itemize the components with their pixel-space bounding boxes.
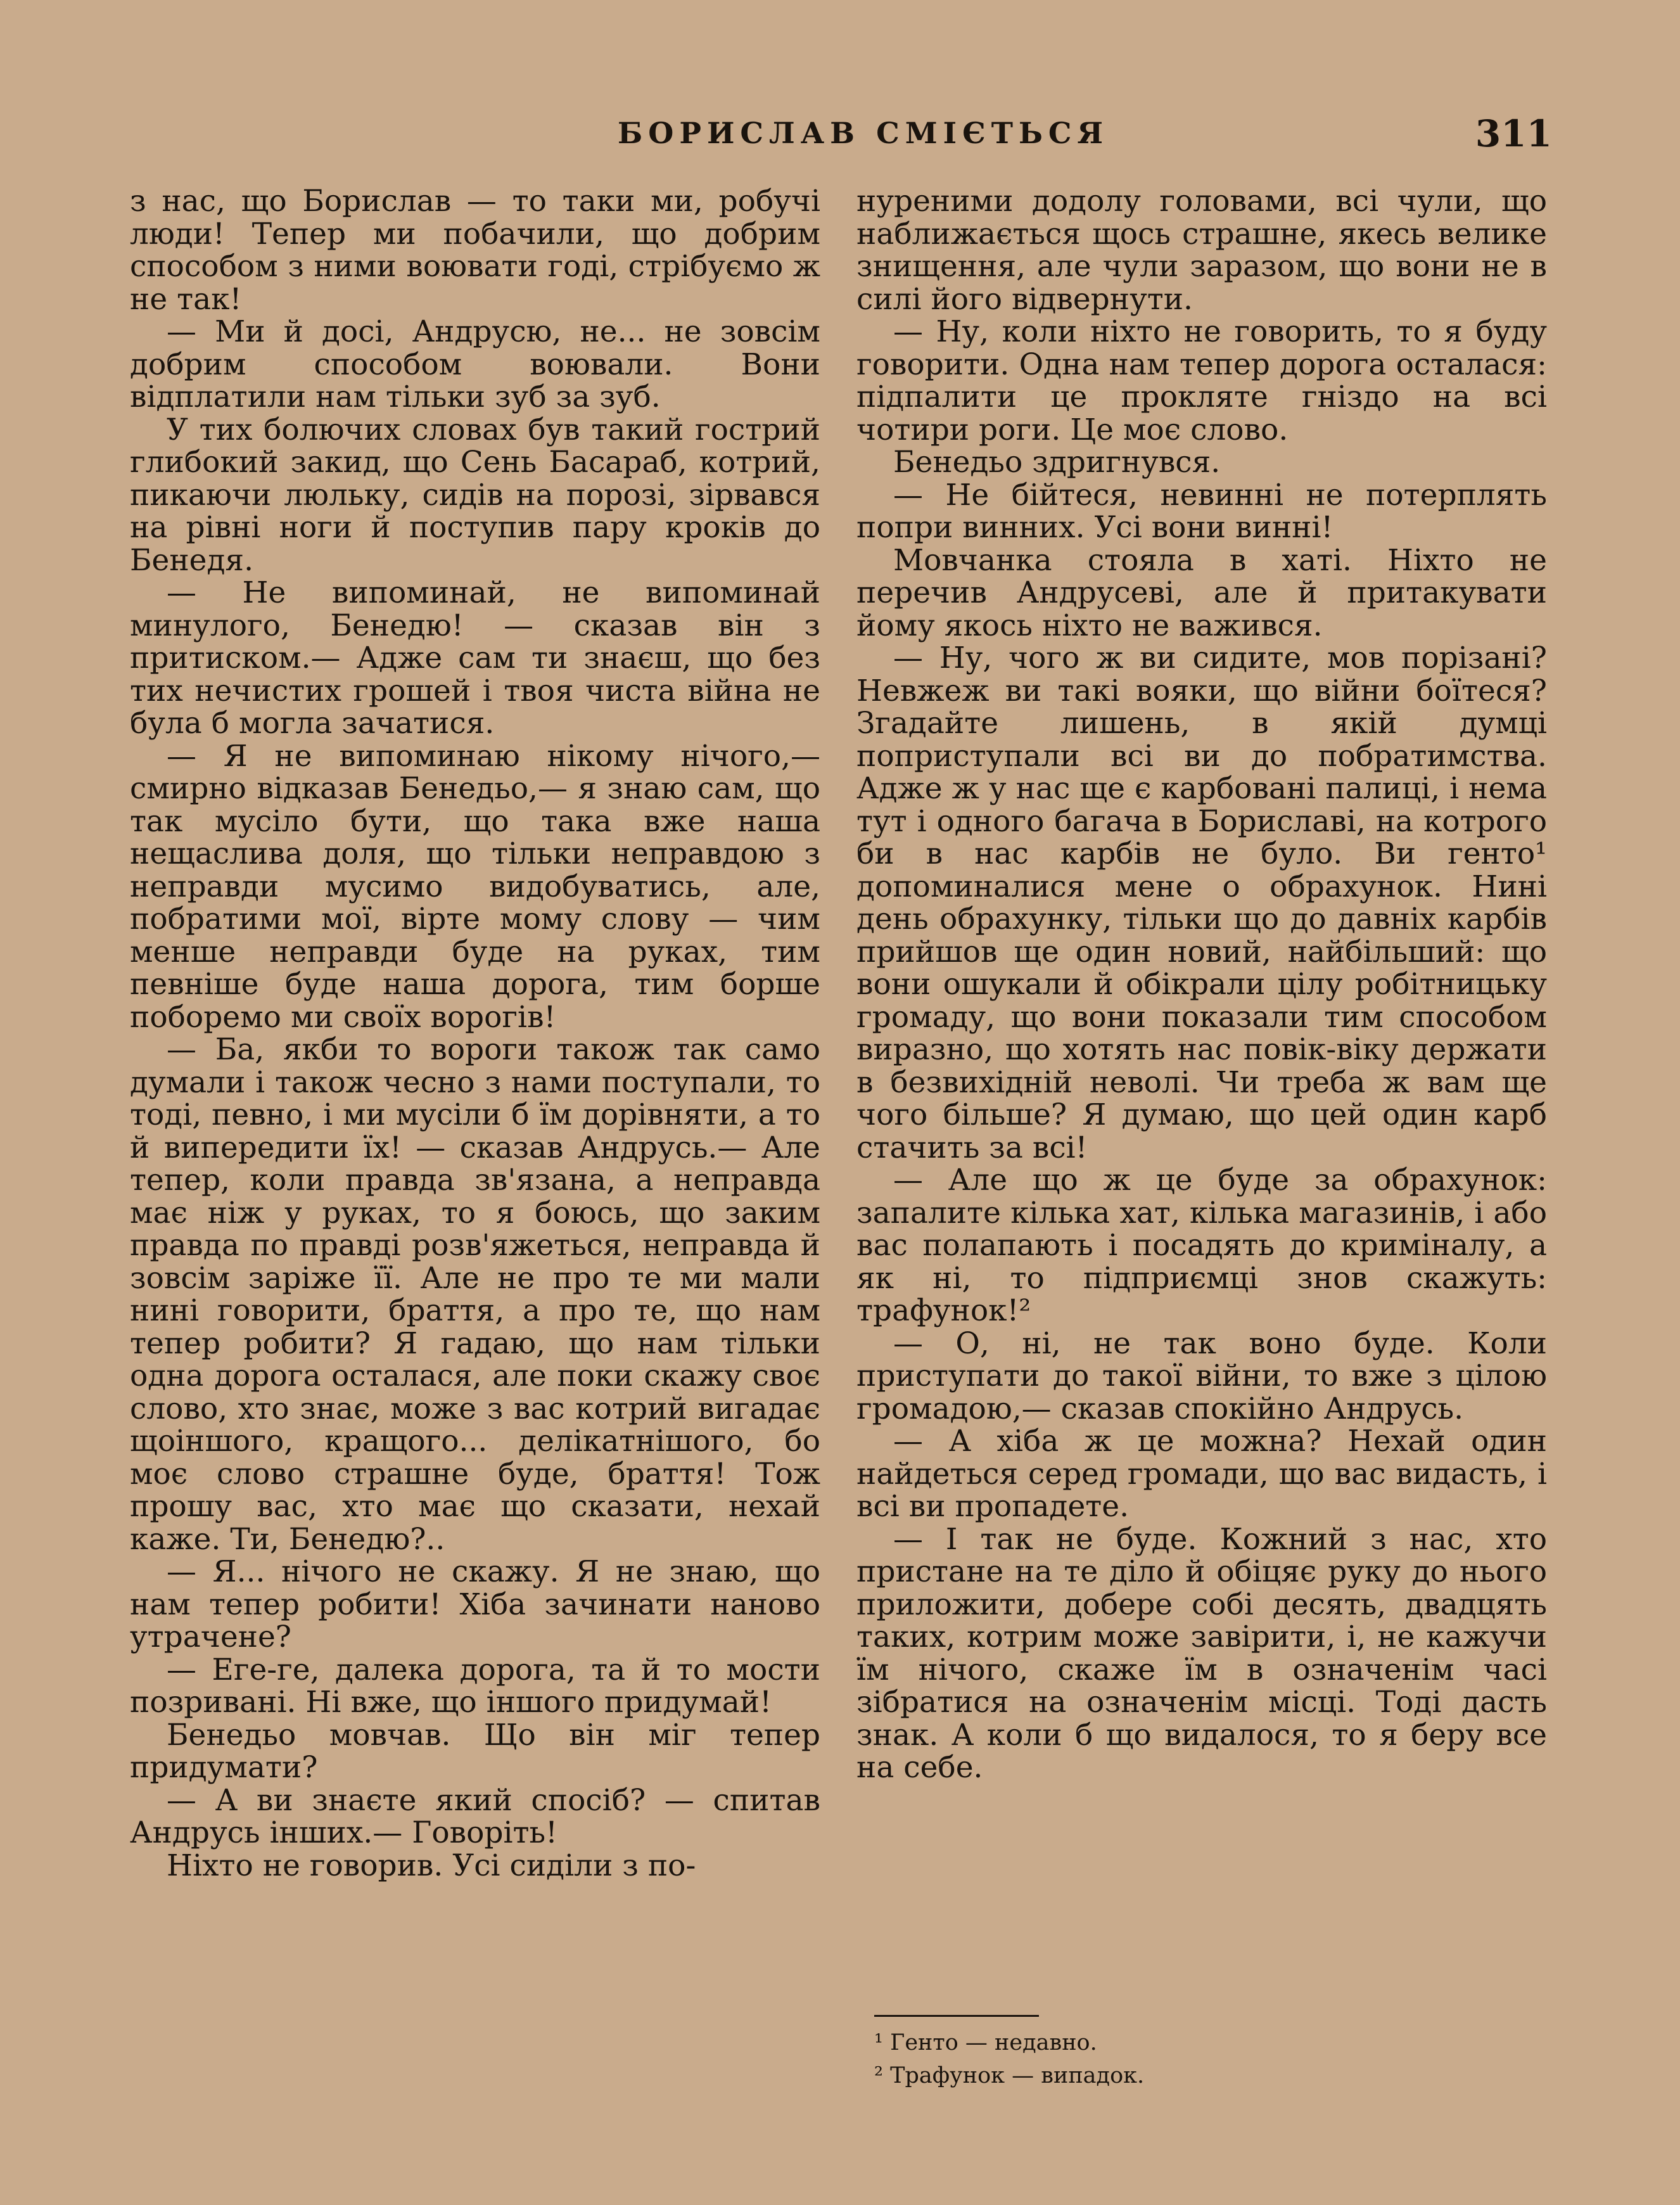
paragraph: — Але що ж це буде за обрахунок: запалите кілька хат, кілька магазинів, і або вас полапають і посадять до криміналу, а як ні, то підприємці знов скажуть: трафунок!² xyxy=(856,1163,1547,1328)
paragraph: — Ми й досі, Андрусю, не... не зовсім добрим способом воювали. Вони відплатили нам тільки зуб за зуб. xyxy=(130,314,820,414)
paragraph: Бенедьо мовчав. Що він міг тепер придумати? xyxy=(130,1717,820,1785)
paragraph: — Ну, чого ж ви сидите, мов порізані? Невжеж ви такі вояки, що війни боїтеся? Згадайте лишень, в якій думці поприступали всі ви до побратимства. Адже ж у нас ще є карбовані палиці, і нема тут і одного багача в Бориславі, на котрого би в нас карбів не було. Ви генто¹ допоминалися мене о обрахунок. Нині день обрахунку, тільки що до давніх карбів прийшов ще один новий, найбільший: що вони ошукали й обікрали цілу робітницьку громаду, що вони показали тим способом виразно, що хотять нас повік-віку держати в безвихідній неволі. Чи треба ж вам ще чого більше? Я думаю, що цей один карб стачить за всі! xyxy=(856,641,1547,1165)
paragraph: — Не бійтеся, невинні не потерплять попри винних. Усі вони винні! xyxy=(856,477,1547,545)
footnote-divider xyxy=(874,2015,1039,2017)
running-title: БОРИСЛАВ СМІЄТЬСЯ xyxy=(618,116,1109,150)
paragraph: — Еге-ге, далека дорога, та й то мости позривані. Ні вже, що іншого придумай! xyxy=(130,1652,820,1720)
paragraph: — Не випоминай, не випоминай минулого, Бенедю! — сказав він з притиском.— Адже сам ти знаєш, що без тих нечистих грошей і твоя чиста війна не була б могла зачатися. xyxy=(130,575,820,741)
footnote-1: ¹ Генто — недавно. xyxy=(874,2030,1097,2055)
paragraph: — А ви знаєте який спосіб? — спитав Андрусь інших.— Говоріть! xyxy=(130,1782,820,1850)
footnotes xyxy=(874,2026,1508,2092)
paragraph: — О, ні, не так воно буде. Коли приступати до такої війни, то вже з цілою громадою,— сказав спокійно Андрусь. xyxy=(856,1326,1547,1426)
paragraph: з нас, що Борислав — то таки ми, робучі люди! Тепер ми побачили, що добрим способом з ними воювати годі, стрібуємо ж не так! xyxy=(130,184,820,317)
running-head xyxy=(127,112,1552,160)
paragraph: Бенедьо здригнувся. xyxy=(893,445,1221,480)
paragraph: — А хіба ж це можна? Нехай один найдеться серед громади, що вас видасть, і всі ви пропадете. xyxy=(856,1424,1547,1524)
paragraph: У тих болючих словах був такий гострий глибокий закид, що Сень Басараб, котрий, пикаючи люльку, сидів на порозі, зірвався на рівні ноги й поступив пару кроків до Бенедя. xyxy=(130,412,820,578)
page-number: 311 xyxy=(1475,112,1552,155)
paragraph: — І так не буде. Кожний з нас, хто пристане на те діло й обіцяє руку до нього приложити, добере собі десять, двадцять таких, котрим може завірити, і, не кажучи їм нічого, скаже їм в означенім часі зібратися на означенім місці. Тоді дасть знак. А коли б що видалося, то я беру все на себе. xyxy=(856,1521,1547,1785)
paragraph: — Ну, коли ніхто не говорить, то я буду говорити. Одна нам тепер дорога осталася: підпалити це прокляте гніздо на всі чотири роги. Це моє слово. xyxy=(856,314,1547,447)
left-column xyxy=(130,185,820,1882)
paragraph: — Я не випоминаю нікому нічого,— смирно відказав Бенедьо,— я знаю сам, що так мусіло бути, що така вже наша нещаслива доля, що тільки неправдою з неправди мусимо видобуватись, але, побратими мої, вірте мому слову — чим менше неправди буде на руках, тим певніше буде наша дорога, тим борше поборемо ми своїх ворогів! xyxy=(130,738,820,1035)
paragraph: Ніхто не говорив. Усі сиділи з по- xyxy=(167,1848,696,1883)
right-column xyxy=(856,185,1547,1784)
paragraph: нуреними додолу головами, всі чули, що наближається щось страшне, якесь велике знищення, але чули заразом, що вони не в силі його відвернути. xyxy=(856,184,1547,317)
paragraph: — Я... нічого не скажу. Я не знаю, що нам тепер робити! Хіба зачинати наново утрачене? xyxy=(130,1554,820,1654)
footnote-2: ² Трафунок — випадок. xyxy=(874,2063,1145,2088)
paragraph: Мовчанка стояла в хаті. Ніхто не перечив Андрусеві, але й притакувати йому якось ніхто не важився. xyxy=(856,542,1547,643)
paragraph: — Ба, якби то вороги також так само думали і також чесно з нами поступали, то тоді, певно, і ми мусіли б їм дорівняти, а то й випередити їх! — сказав Андрусь.— Але тепер, коли правда зв'язана, а неправда має ніж у руках, то я боюсь, що заким правда по правді розв'яжеться, неправда й зовсім заріже її. Але не про те ми мали нині говорити, браття, а про те, що нам тепер робити? Я гадаю, що нам тільки одна дорога осталася, але поки скажу своє слово, хто знає, може з вас котрий вигадає щоіншого, кращого... делікатнішого, бо моє слово страшне буде, браття! Тож прошу вас, хто має що сказати, нехай каже. Ти, Бенедю?.. xyxy=(130,1032,820,1557)
